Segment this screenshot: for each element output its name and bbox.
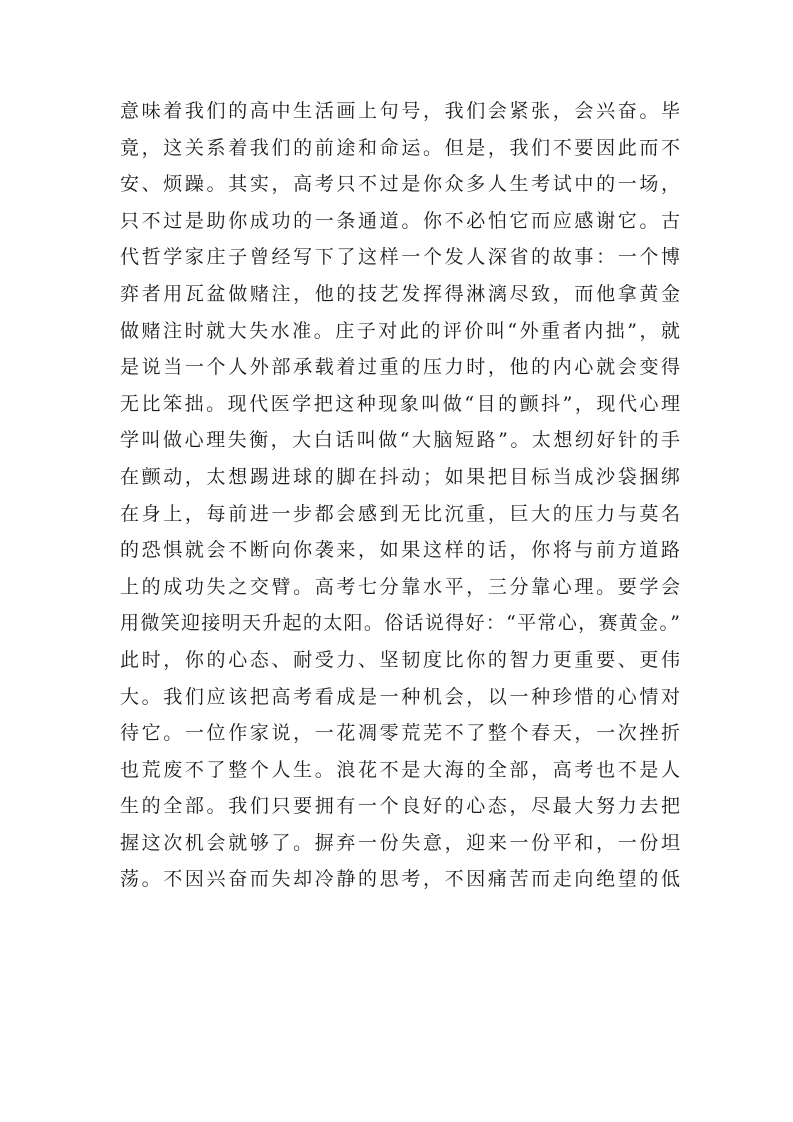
text-line: 只不过是助你成功的一条通道。你不必怕它而应感谢它。古 <box>120 209 680 232</box>
text-line: 也荒废不了整个人生。浪花不是大海的全部，高考也不是人 <box>120 758 680 781</box>
text-line: 荡。不因兴奋而失却冷静的思考，不因痛苦而走向绝望的低 <box>120 868 680 891</box>
text-line: 生的全部。我们只要拥有一个良好的心态，尽最大努力去把 <box>120 795 680 818</box>
text-line: 弈者用瓦盆做赌注，他的技艺发挥得淋漓尽致，而他拿黄金 <box>120 282 680 305</box>
text-line: 是说当一个人外部承载着过重的压力时，他的内心就会变得 <box>120 356 680 379</box>
text-line: 在颤动，太想踢进球的脚在抖动；如果把目标当成沙袋捆绑 <box>120 465 680 488</box>
text-line: 学叫做心理失衡，大白话叫做“大脑短路”。太想纫好针的手 <box>120 429 680 452</box>
text-line: 做赌注时就大失水准。庄子对此的评价叫“外重者内拙”，就 <box>120 319 680 342</box>
text-line: 无比笨拙。现代医学把这种现象叫做“目的颤抖”，现代心理 <box>120 392 680 415</box>
text-line: 上的成功失之交臂。高考七分靠水平，三分靠心理。要学会 <box>120 575 680 598</box>
text-line: 意味着我们的高中生活画上句号，我们会紧张，会兴奋。毕 <box>120 100 680 122</box>
text-line: 安、烦躁。其实，高考只不过是你众多人生考试中的一场， <box>120 173 680 196</box>
text-line: 大。我们应该把高考看成是一种机会，以一种珍惜的心情对 <box>120 685 680 708</box>
text-line: 此时，你的心态、耐受力、坚韧度比你的智力更重要、更伟 <box>120 648 680 671</box>
text-line: 在身上，每前进一步都会感到无比沉重，巨大的压力与莫名 <box>120 502 680 525</box>
text-line: 用微笑迎接明天升起的太阳。俗话说得好：“平常心，赛黄金。” <box>120 612 680 635</box>
text-line: 竟，这关系着我们的前途和命运。但是，我们不要因此而不 <box>120 136 680 159</box>
text-line: 握这次机会就够了。摒弃一份失意，迎来一份平和，一份坦 <box>120 831 680 854</box>
text-line: 代哲学家庄子曾经写下了这样一个发人深省的故事：一个博 <box>120 246 680 269</box>
text-line: 待它。一位作家说，一花凋零荒芜不了整个春天，一次挫折 <box>120 722 680 745</box>
text-line: 的恐惧就会不断向你袭来，如果这样的话，你将与前方道路 <box>120 539 680 562</box>
body-text <box>120 93 680 898</box>
